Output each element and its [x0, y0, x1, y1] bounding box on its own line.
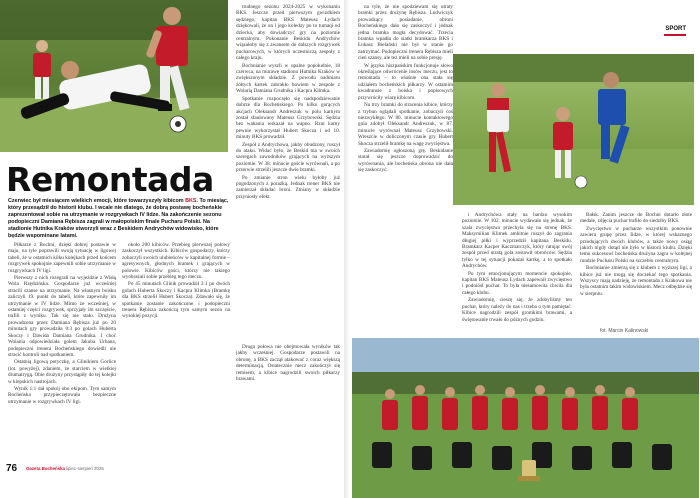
- paragraph: na tyle, że nie spodziewam się utraty bramki przez drużynę Rębisza. Ludwiczyk prowadzący posiadanie, obroni Bocheńskiego dała się zaskoczyć i jednak jedna bramka mogła decydować. Trzecia bramka wpadła do siatki bramkarza BKS i Łukasz Bielański nie był w stanie go zatrzymać. Podopieczni trenera Rębisza mieli cień szansy, ale też mieli na sobie presję.: [358, 4, 453, 62]
- paragraph: W języku hiszpańskim funkcjonuje słowo określające odwrócenie losów meczu, jest to remontada – to właśnie ona stała się udziałem bocheńskich piłkarzy. W ostatnim kwadransie z boiska i popisowych przywróciły wiarę kibicom.: [358, 62, 453, 101]
- lead-text-cont: . To miesiąc, który przesądził do historii klubu. I wcale nie dlatego, że dobrą postawę bocheńskie zaprezentował sobie na utrzymanie w rozgrywkach IV lidze. Na zakończenie sezonu podopieczni Damiana Rębisza zagrali w małopolskim finale Pucharu Polski. Na stadionie Hutnika Kraków stworzyli wraz z Beskidem Andrychów widowisko, które będzie wspominane latami.: [8, 198, 229, 239]
- paragraph: Spotkanie rozpoczęło się nadspodziewanie dobrze dla Bocheńskiego. Po kilku gorących akcjach Oleksandr Andreszuk w polu karnym został sfaulowany Mateusz Grzybowski. Sędzia bez wahania wskazał na wapno. Rzut karny pewnie wykorzystał Hubert Skocza i od 10. minuty BKS prowadził.: [236, 95, 340, 141]
- page-number: 76: [6, 463, 18, 474]
- photo-credit: fot. Marcin Kalinowski: [600, 328, 649, 334]
- paragraph: Ostatnią ligową potyczkę, a Glinikiem Gorlice (lot. powyżej), zdaniem, że starciem w wielkiej drumatrygą. Obie drużyny przystąpiły do tej kolejki w kiepskich nastrojach.: [8, 359, 116, 385]
- article-lead: [8, 198, 230, 239]
- section-label: SPORT: [665, 26, 686, 32]
- paragraph: Bochnianie zmierzą się z klubem z wyższej ligi, a kibice już nie mogą się doczekać tego spotkania. Wszyscy mają nadzieję, że remontada z Krakowa nie była ostatnim takim widowiskiem. Mecz odbędzie się w sierpniu.: [580, 265, 692, 297]
- paragraph: Druga połowa nie obejmowała wyników tak jakby wcześniej. Gospodarze postawili na obronę, a BKS zaczął atakować z coraz większą determinacją. Ostatecznie mecz zakończył się remisem, a kibice nagrodzili swoich piłkarzy brawami.: [236, 344, 340, 383]
- paragraph: Po 45 minutach Glinik prowadził 3:1 po dwóch golach Huberta Skoczy i Kacpra Klimka (Bramkę dla BKS strzelił Hubert Skocza). Zdawało się, że spotkanie zostanie zakończone i podopieczni trenera Rębisza zakończą tym samym sezon na wysokiej pozycji.: [122, 281, 230, 320]
- paragraph: trudnego sezonu 2024-2025 w wykonaniu BKS. Jeszcze przed pierwszym gwizdkiem sędziego, kapitan BKS Mateusz Łydach dziękowali, że on i jego koledzy po to tumaqi od dziecka, aby dowiadczyć gry na poziomie centralnym. Pokonanie Beskidu Andrychów wiązałoby się z awansem do dalszych rozgrywek pucharowych, w których uczestniczą zespoły z całego kraju.: [236, 4, 340, 62]
- match-action-illustration: [453, 54, 694, 205]
- article-column-3b: [236, 344, 340, 472]
- football-action-illustration: [0, 0, 228, 152]
- paragraph: Wynik 1:1 dał spokój obu ekipom. Tym samym Bocheńska przypieczętowała bezpieczne utrzymanie w rozgrywkach IV ligi.: [8, 385, 116, 405]
- lead-text: Czerwiec był miesiącem wielkich emocji, które towarzyszyły kibicom: [8, 198, 186, 204]
- article-column-1: [8, 242, 116, 460]
- paragraph: Pierwszy z nich rozegrali na wyjeździe z Wisłą Wola Rzędzińska. Gospodarze już wcześniej stracili szanse na utrzymanie. Na własnym boisku zaliczyli 19. punkt do tabeli, które zapewniły im utrzymanie w IV lidze. Mimo że wcześniej, w ostatniej części rozgrywek, sprzyjały im szczęście, trafili z wyniku. Tak się nie stało. Drużyna prowadzona przez Damiana Rębisza już po 20 minutach gry prowadziła 0:3 po golach Huberta Skoczy i Dawida Damiana Grudnika. I choć Wolania odpowiedziała golem Jakuba Urbana, podopieczni trenera Bocheńskiego dowiedli nie stracić kontroli nad spotkaniem.: [8, 275, 116, 358]
- paragraph: Po zmianie stron wielu byłoby już pogodzonych z porażką. Jednak trener BKS nie zamierzał składać broni. Zmiany w składzie przyniosły efekt.: [236, 174, 340, 200]
- article-column-3: [236, 4, 340, 344]
- match-action-photo: [453, 54, 694, 205]
- team-celebration-illustration: [352, 338, 699, 498]
- article-headline: Remontada: [6, 160, 214, 199]
- paragraph: Piłkarze z Bochni, dzięki dobrej postawie w maju, na tyle poprawili swoją sytuację w ligowej tabeli, że w ostatnich kilku kolejkach przed końcem rozgrywek spokojnie zapewnili sobie utrzymanie w rozgrywkach IV ligi.: [8, 242, 116, 274]
- left-page: [0, 0, 344, 498]
- paragraph: około 200 kibiców. Przebieg pierwszej połowy zaskoczył wszystkich. Kibiców gospodarzy, którzy zobaczyli swoich ulubieńców w kapitalnej formie – agresywnych, głodnych bramek i grających w polowie. Kibiców gości, którzy nie takiego wyobrażali sobie przebieg tego meczu.: [122, 242, 230, 281]
- paragraph: Na trzy bramki do stracenia kibice, którzy z trybun oglądali spotkanie, zobaczyli coś niezwykłego. W 80. minucie kontaktowego gola zdobył Oleksandr Andreszuk, w 87. minucie wyrównał Mateusz Grzybowski. Wreszcie w doliczonym czasie gry Hubert Skocza strzelił bramkę na wagę zwycięstwa.: [358, 102, 453, 147]
- paragraph: Zawiadomię, cieszę się, że zdobyliśmy ten puchar, który należy do nas i trzeba o tym pamiętać. Kibice nagrodzili zespół gromkimi brawami, a świętowanie trwało do późnych godzin.: [462, 297, 572, 323]
- paragraph: Bałsk. Zanim jeszcze do Bochni dotarło złote medale, zdjęcia puchar trafiło do siedziby BKS.: [580, 212, 692, 225]
- article-column-6: [580, 212, 692, 324]
- publication-name: Gazeta Bocheńska: [26, 466, 66, 471]
- paragraph: Bochnianie wyszli w upalne popołudnie, 18 czerwca, na murawę stadionu Hutnika Kraków w zwiększonym składzie. Z powodu nadmiaru żółtych kartek zabrakło bowiem w zespole z Wolarią Damiana Grudnika i Kacpra Klimka.: [236, 62, 340, 95]
- football-action-photo: [0, 0, 228, 152]
- team-celebration-photo: [352, 338, 699, 498]
- article-column-5: [462, 212, 572, 336]
- lead-highlight: BKS: [185, 198, 197, 204]
- paragraph: Zwycięstwo w pucharze wszystkim ponownie zawiera grupę przez Iidze, w której wskaznego przodujących dwóch klubów, a także nowy osiąg jakich nigdy dotąd nie było w historii klubu. Dzięki temu sukcesowi bocheńska drużyna zagra w kolejnej rundzie Pucharu Polski na szczeblu centralnym.: [580, 225, 692, 264]
- paragraph: Zawiadomię ogłoszoną grę. Beskidanie starał się jeszcze doprowadzić do wyrównania, ale bocheńska obrona nie dała się zaskoczyć.: [358, 147, 453, 174]
- article-column-4: [358, 4, 453, 334]
- paragraph: Zespół z Andrychowa, jakby obudzony, ruszył do ataku. Widać było, że Beskid ma w swoich szeregach zawodników grających na wyższym poziomie. W 38. minucie goście wyrównali, a po przerwie strzelili jeszcze dwie bramki.: [236, 141, 340, 174]
- paragraph: i Andrychówa stały na bardzo wysokim poziomie. W 102. minucie wydawało się jednak, że szala zwycięstwa przechyla się na stronę BKS. Maksymilian Klimek ambitnie ruszył do zagrania długiej piłki i wyprzedził kapitana Beskidu. Bramkarz Kacper Kaczmarczyk, który ratując swój zespół przed utratą gola zostawił obrońców. Sędzia tylko w tej sytuacji pokazał kartkę, a to spotkało Andrychów.: [462, 212, 572, 270]
- paragraph: Po tym emocjonującym momencie spokojnie, kapitan BKS Mateusz Łydach zapewnił zwycięstwo i podniósł puchar. To była niesamowita chwila dla całego klubu.: [462, 270, 572, 296]
- article-column-2: [122, 242, 230, 460]
- section-accent-bar: [664, 34, 686, 36]
- issue-date: lipiec-sierpień 2025: [66, 466, 104, 471]
